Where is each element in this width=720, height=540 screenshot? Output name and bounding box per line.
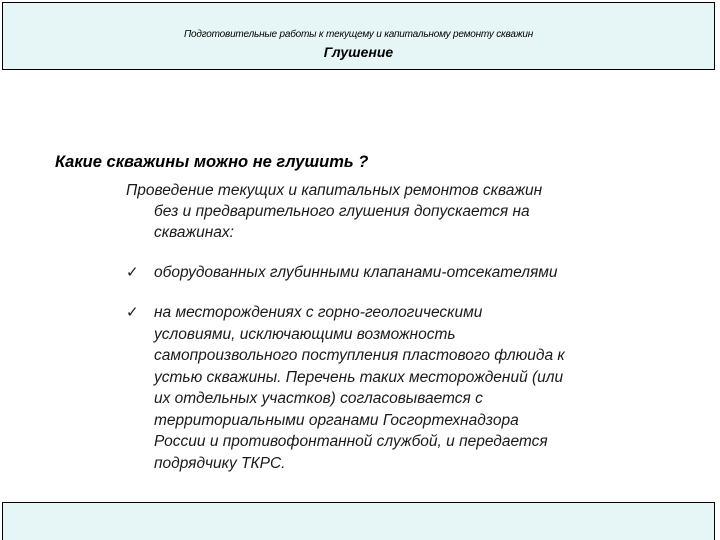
list-item-text — [154, 302, 565, 474]
intro-line: Проведение текущих и капитальных ремонтов скважин — [126, 182, 543, 199]
header-subtitle: Подготовительные работы к текущему и капитальному ремонту скважин — [183, 29, 534, 40]
list-item-line: на месторождениях с горно-геологическими — [154, 304, 483, 321]
list-item-line: России и противофонтанной службой, и передается — [154, 433, 548, 450]
list-item-line: устью скважины. Перечень таких месторождений (или — [154, 368, 564, 386]
intro-line: скважинах: — [154, 224, 234, 241]
list-item-line: оборудованных глубинными клапанами-отсекателями — [154, 264, 558, 281]
intro-line: без и предварительного глушения допускается на — [154, 203, 530, 220]
page-title: Глушение — [323, 44, 394, 60]
list-item-line: условиями, исключающими возможность — [154, 325, 456, 343]
footer-banner — [2, 502, 715, 540]
checkmark-icon: ✓ — [126, 264, 139, 281]
header-banner — [2, 2, 715, 70]
question-heading: Какие скважины можно не глушить ? — [55, 153, 369, 171]
intro-paragraph — [126, 180, 616, 243]
list-item-line: их отдельных участков) согласовывается с — [154, 390, 483, 407]
list-item — [126, 302, 565, 474]
list-item-line: подрядчику ТКРС. — [154, 454, 286, 472]
list-item — [126, 262, 558, 284]
list-item-line: территориальными органами Госгортехнадзора — [154, 411, 519, 429]
list-item-line: самопроизвольного поступления пластового флюида к — [154, 347, 565, 364]
checkmark-icon: ✓ — [126, 304, 139, 321]
list-item-text — [154, 262, 558, 284]
